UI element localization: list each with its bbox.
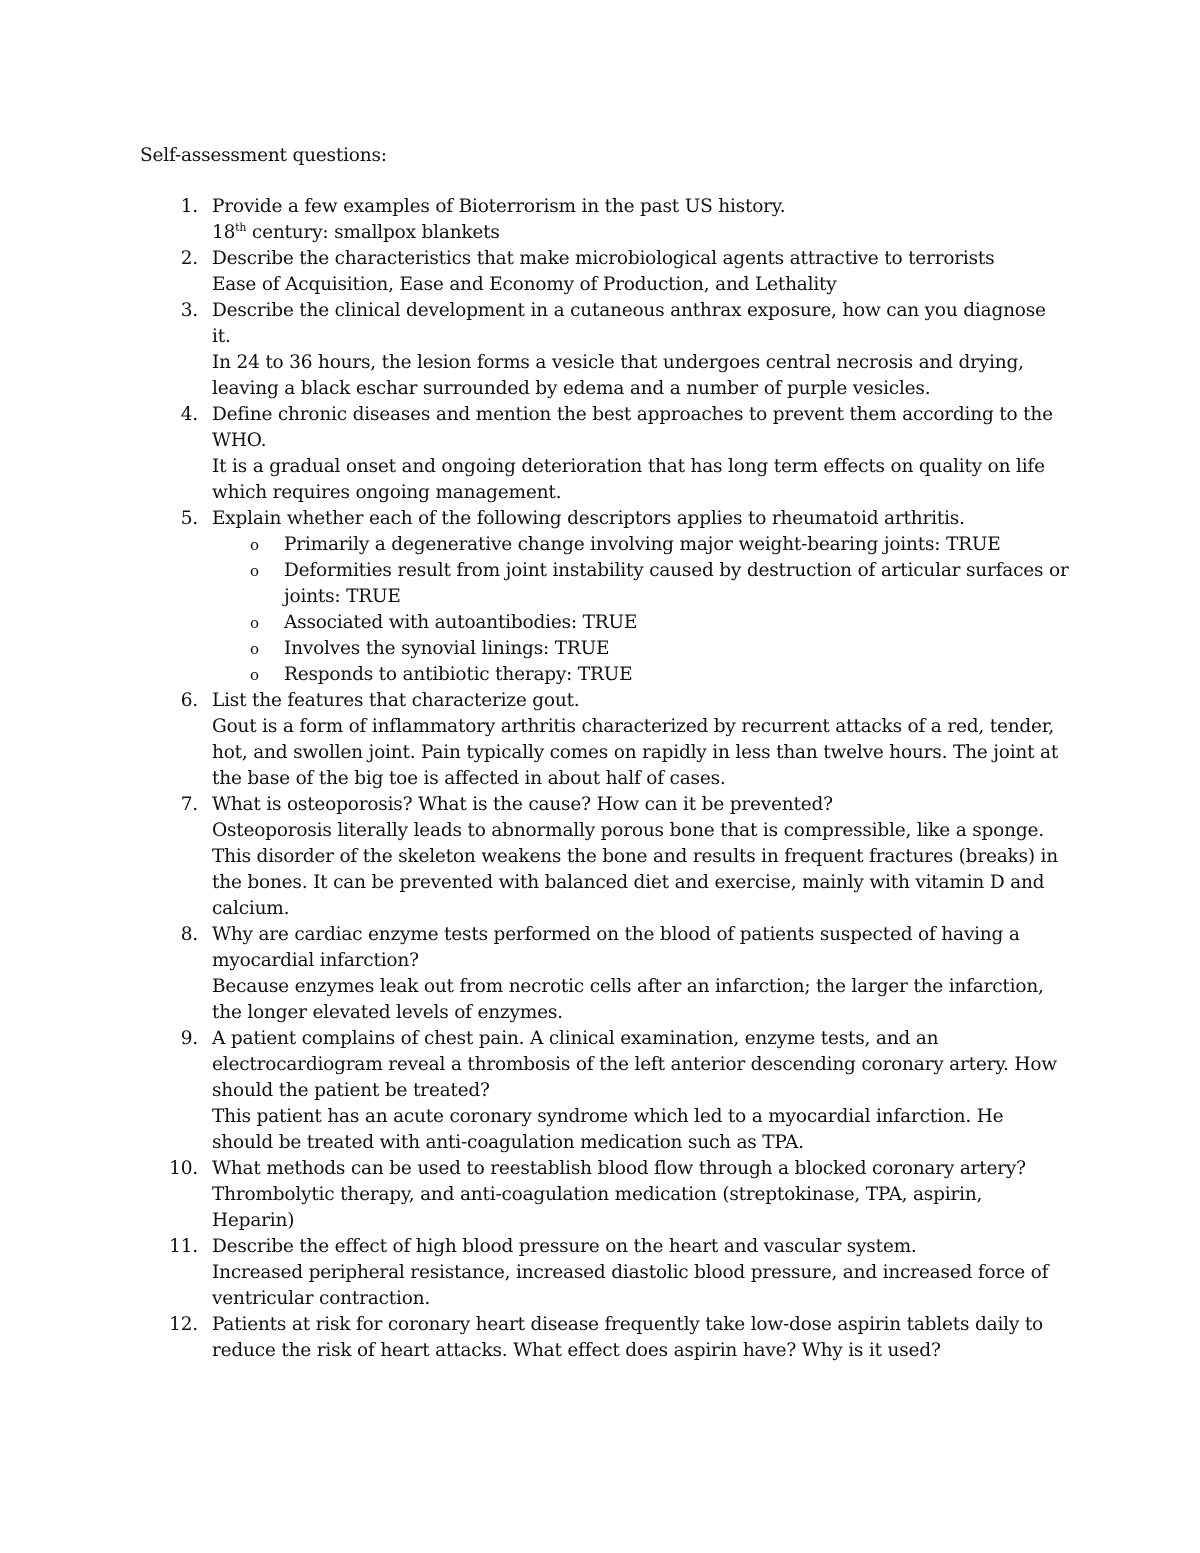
question-text: Describe the characteristics that make microbiological agents attractive to terrorists bbox=[212, 248, 995, 269]
question-number: 2. bbox=[180, 248, 198, 269]
descriptor-text: Primarily a degenerative change involving major weight-bearing joints: TRUE bbox=[284, 534, 1001, 555]
question-text: List the features that characterize gout. bbox=[212, 690, 580, 711]
question-number: 10. bbox=[169, 1158, 198, 1179]
answer-text: Increased peripheral resistance, increased diastolic blood pressure, and increased force of ventricular contraction. bbox=[212, 1262, 1049, 1309]
question-item-10 bbox=[140, 1156, 1070, 1234]
bullet-marker: o bbox=[250, 640, 259, 658]
question-list bbox=[140, 194, 1070, 1364]
descriptor-text: Deformities result from joint instability caused by destruction of articular surfaces or joints: TRUE bbox=[284, 560, 1069, 607]
question-item-5 bbox=[140, 506, 1070, 688]
question-text: Why are cardiac enzyme tests performed on the blood of patients suspected of having a myocardial infarction? bbox=[212, 924, 1020, 971]
question-number: 7. bbox=[180, 794, 198, 815]
bullet-marker: o bbox=[250, 666, 259, 684]
question-item-1 bbox=[140, 194, 1070, 246]
question-item-4 bbox=[140, 402, 1070, 506]
question-text: Explain whether each of the following descriptors applies to rheumatoid arthritis. bbox=[212, 508, 965, 529]
question-item-11 bbox=[140, 1234, 1070, 1312]
descriptor-list bbox=[212, 532, 1070, 688]
document-body bbox=[140, 143, 1070, 1364]
question-number: 11. bbox=[169, 1236, 198, 1257]
question-number: 1. bbox=[180, 196, 198, 217]
question-item-6 bbox=[140, 688, 1070, 792]
question-text: Define chronic diseases and mention the best approaches to prevent them according to the WHO. bbox=[212, 404, 1053, 451]
question-number: 9. bbox=[180, 1028, 198, 1049]
question-number: 8. bbox=[180, 924, 198, 945]
descriptor-item bbox=[212, 662, 1070, 688]
document-heading: Self-assessment questions: bbox=[140, 145, 387, 166]
question-item-3 bbox=[140, 298, 1070, 402]
question-text: Describe the effect of high blood pressure on the heart and vascular system. bbox=[212, 1236, 917, 1257]
answer-remainder: century: smallpox blankets bbox=[246, 222, 500, 243]
question-number: 5. bbox=[180, 508, 198, 529]
answer-text: In 24 to 36 hours, the lesion forms a vesicle that undergoes central necrosis and drying, leaving a black eschar surrounded by edema and a number of purple vesicles. bbox=[212, 352, 1024, 399]
bullet-marker: o bbox=[250, 614, 259, 632]
question-text: Provide a few examples of Bioterrorism in the past US history. bbox=[212, 196, 786, 217]
descriptor-item bbox=[212, 636, 1070, 662]
question-text: Patients at risk for coronary heart disease frequently take low-dose aspirin tablets daily to reduce the risk of heart attacks. What effect does aspirin have? Why is it used? bbox=[212, 1314, 1043, 1361]
question-text: What methods can be used to reestablish blood flow through a blocked coronary artery? bbox=[212, 1158, 1026, 1179]
answer-text: Gout is a form of inflammatory arthritis characterized by recurrent attacks of a red, tender, hot, and swollen joint. Pain typically comes on rapidly in less than twelve hours. The joint at the base of the big toe is affected in about half of cases. bbox=[212, 716, 1059, 789]
descriptor-text: Associated with autoantibodies: TRUE bbox=[284, 612, 638, 633]
descriptor-text: Responds to antibiotic therapy: TRUE bbox=[284, 664, 633, 685]
descriptor-text: Involves the synovial linings: TRUE bbox=[284, 638, 610, 659]
question-item-8 bbox=[140, 922, 1070, 1026]
question-item-9 bbox=[140, 1026, 1070, 1156]
descriptor-item bbox=[212, 558, 1070, 610]
question-item-7 bbox=[140, 792, 1070, 922]
answer-text: It is a gradual onset and ongoing deterioration that has long term effects on quality on life which requires ongoing management. bbox=[212, 456, 1045, 503]
question-item-2 bbox=[140, 246, 1070, 298]
answer-century-number: 18 bbox=[212, 222, 236, 243]
descriptor-item bbox=[212, 610, 1070, 636]
answer-superscript: th bbox=[235, 221, 247, 234]
answer-text: Ease of Acquisition, Ease and Economy of Production, and Lethality bbox=[212, 274, 837, 295]
question-item-12 bbox=[140, 1312, 1070, 1364]
answer-text bbox=[212, 220, 1070, 246]
bullet-marker: o bbox=[250, 536, 259, 554]
answer-text: Osteoporosis literally leads to abnormally porous bone that is compressible, like a sponge. This disorder of the skeleton weakens the bone and results in frequent fractures (breaks) in the bones. It can be prevented with balanced diet and exercise, mainly with vitamin D and calcium. bbox=[212, 820, 1058, 919]
question-number: 3. bbox=[180, 300, 198, 321]
question-number: 4. bbox=[180, 404, 198, 425]
bullet-marker: o bbox=[250, 562, 259, 580]
answer-text: Thrombolytic therapy, and anti-coagulation medication (streptokinase, TPA, aspirin, Heparin) bbox=[212, 1184, 983, 1231]
question-text: What is osteoporosis? What is the cause? How can it be prevented? bbox=[212, 794, 833, 815]
question-text: A patient complains of chest pain. A clinical examination, enzyme tests, and an electrocardiogram reveal a thrombosis of the left anterior descending coronary artery. How should the patient be treated? bbox=[212, 1028, 1057, 1101]
question-number: 6. bbox=[180, 690, 198, 711]
answer-text: Because enzymes leak out from necrotic cells after an infarction; the larger the infarction, the longer elevated levels of enzymes. bbox=[212, 976, 1044, 1023]
question-text: Describe the clinical development in a cutaneous anthrax exposure, how can you diagnose it. bbox=[212, 300, 1046, 347]
question-number: 12. bbox=[169, 1314, 198, 1335]
descriptor-item bbox=[212, 532, 1070, 558]
answer-text: This patient has an acute coronary syndrome which led to a myocardial infarction. He should be treated with anti-coagulation medication such as TPA. bbox=[212, 1106, 1004, 1153]
